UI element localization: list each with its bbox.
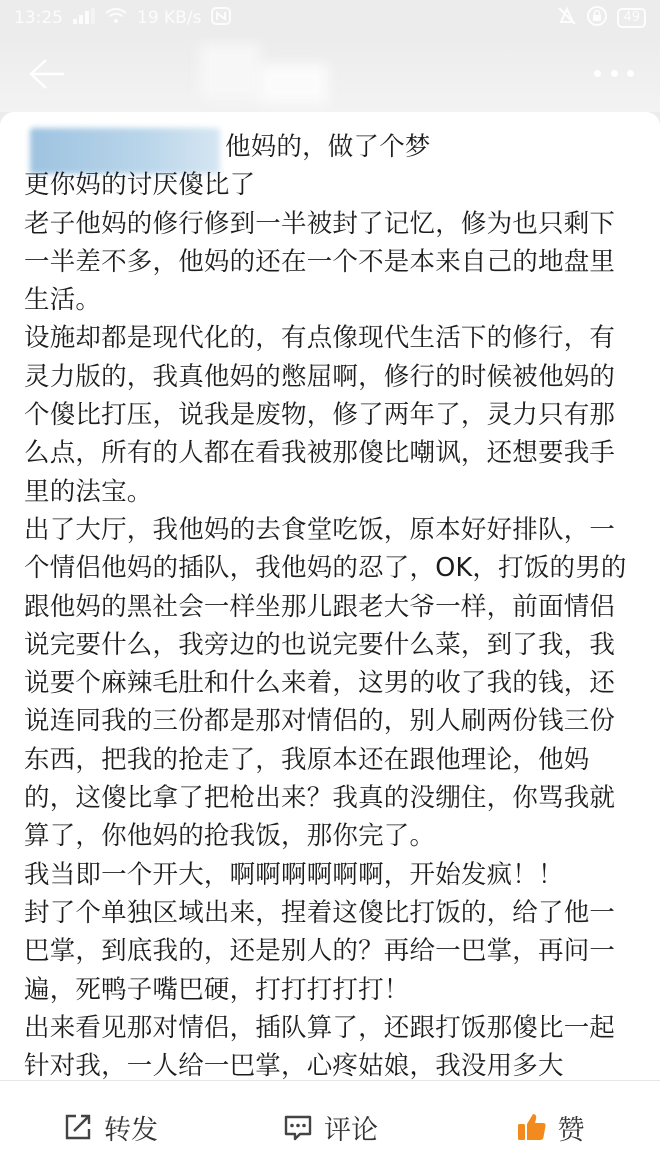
blurred-username-area (200, 44, 260, 100)
post-paragraph: 封了个单独区域出来，捏着这傻比打饭的，给了他一巴掌，到底我的，还是别人的？再给一巴掌，再问一遍，死鸭子嘴巴硬，打打打打打！ (24, 897, 616, 1005)
wifi-icon (105, 8, 127, 29)
like-button[interactable] (440, 1081, 660, 1173)
post-text (24, 128, 639, 1080)
post-card (0, 112, 660, 1080)
post-paragraph: 老子他妈的修行修到一半被封了记忆，修为也只剩下一半差不多，他妈的还在一个不是本来自己的地盘里生活。 (24, 208, 616, 316)
blurred-username-area (258, 64, 328, 104)
comment-label: 评论 (324, 1114, 378, 1146)
back-arrow-icon[interactable] (26, 56, 68, 92)
repost-label: 转发 (104, 1114, 158, 1146)
status-bar (0, 0, 660, 36)
lock-icon (587, 6, 607, 31)
comment-button[interactable] (220, 1081, 440, 1173)
comment-icon (282, 1111, 314, 1143)
like-label: 赞 (557, 1114, 585, 1146)
bottom-action-bar (0, 1080, 660, 1173)
post-paragraph: 我当即一个开大，啊啊啊啊啊啊，开始发疯！！ (24, 859, 564, 890)
signal-icon (73, 8, 95, 29)
thumbs-up-icon (516, 1111, 548, 1143)
repost-icon (62, 1111, 94, 1143)
more-dots-icon[interactable] (594, 66, 634, 80)
alarm-off-icon (557, 6, 577, 31)
status-time: 13:25 (14, 8, 63, 28)
repost-button[interactable] (0, 1081, 220, 1173)
post-paragraph: 设施却都是现代化的，有点像现代生活下的修行，有灵力版的，我真他妈的憋屈啊，修行的时候被他妈的个傻比打压，说我是废物，修了两年了，灵力只有那么点，所有的人都在看我被那傻比嘲讽，还想要我手里的法宝。 (24, 323, 616, 507)
network-speed: 19 KB/s (137, 8, 202, 28)
post-paragraph: 出了大厅，我他妈的去食堂吃饭，原本好好排队，一个情侣他妈的插队，我他妈的忍了，OK，打饭的男的跟他妈的黑社会一样坐那儿跟老大爷一样，前面情侣说完要什么，我旁边的也说完要什么菜，到了我，我说要个麻辣毛肚和什么来着，这男的收了我的钱，还说连同我的三份都是那对情侣的，别人刷两份钱三份东西，把我的抢走了，我原本还在跟他理论，他妈的，这傻比拿了把枪出来？我真的没绷住，你骂我就算了，你他妈的抢我饭，那你完了。 (24, 514, 627, 852)
top-nav-bar (0, 36, 660, 112)
nfc-icon (211, 7, 231, 30)
battery-indicator: 49 (617, 8, 646, 28)
post-paragraph: 出来看见那对情侣，插队算了，还跟打饭那傻比一起针对我，一人给一巴掌，心疼姑娘，我没用多大 (24, 1012, 616, 1080)
post-paragraph: 他妈的，做了个梦 (225, 132, 431, 162)
post-paragraph: 更你妈的讨厌傻比了 (24, 170, 256, 201)
